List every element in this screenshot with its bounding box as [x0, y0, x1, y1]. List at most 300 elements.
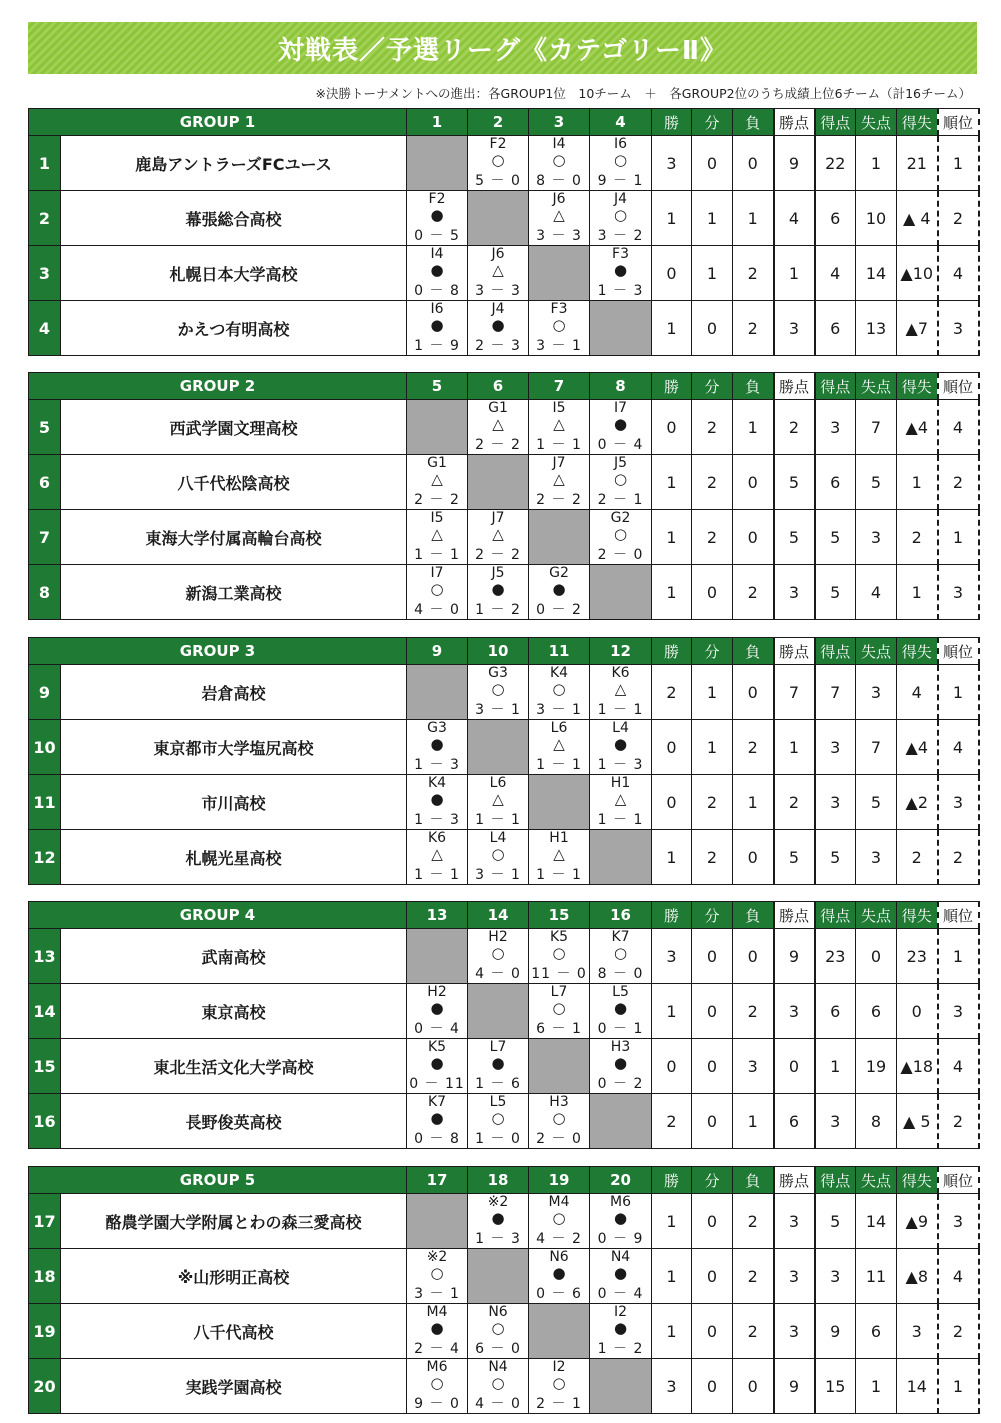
goal-difference-cell: ▲18: [897, 1039, 938, 1094]
goal-difference-cell: 2: [897, 830, 938, 885]
match-result-cell: [590, 720, 652, 775]
goals-against-cell: 5: [856, 455, 897, 510]
match-score: 2 － 2: [475, 437, 521, 453]
team-name: 西武学園文理高校: [61, 400, 407, 455]
goal-difference-cell: ▲4: [897, 400, 938, 455]
wins-cell: 1: [652, 1304, 692, 1359]
team-number: 17: [29, 1194, 61, 1249]
result-mark: ●: [613, 415, 628, 433]
goal-difference-cell: 21: [897, 136, 938, 191]
match-score: 0 － 2: [536, 602, 582, 618]
match-result-cell: [529, 565, 590, 620]
self-match-cell: [590, 301, 652, 356]
draws-cell: 0: [692, 1039, 733, 1094]
group-header-row: [29, 638, 979, 665]
stat-header: 得点: [815, 638, 856, 665]
match-score: 2 － 2: [475, 547, 521, 563]
team-number: 11: [29, 775, 61, 830]
losses-cell: 0: [733, 929, 774, 984]
losses-cell: 0: [733, 136, 774, 191]
points-cell: 5: [774, 830, 815, 885]
match-result-cell: [529, 136, 590, 191]
match-score: 0 － 5: [414, 228, 460, 244]
match-score: 3 － 3: [475, 283, 521, 299]
result-mark: ●: [613, 1054, 628, 1072]
match-score: 6 － 0: [475, 1341, 521, 1357]
team-name: 八千代松陰高校: [61, 455, 407, 510]
match-score: 2 － 1: [536, 1396, 582, 1412]
result-mark: ○: [430, 580, 444, 598]
match-score: 3 － 1: [475, 702, 521, 718]
match-score: 4 － 0: [475, 1396, 521, 1412]
result-mark: ○: [552, 316, 566, 334]
match-result-cell: [468, 246, 529, 301]
goal-difference-cell: ▲ 5: [897, 1094, 938, 1149]
team-number: 14: [29, 984, 61, 1039]
draws-cell: 1: [692, 191, 733, 246]
stat-header: 負: [733, 902, 774, 929]
match-code: K6: [611, 665, 630, 681]
goals-for-cell: 5: [815, 830, 856, 885]
draws-cell: 2: [692, 775, 733, 830]
match-code: G2: [549, 565, 569, 581]
self-match-cell: [529, 1039, 590, 1094]
matchup-column-header: 6: [468, 373, 529, 400]
result-mark: ●: [613, 1264, 628, 1282]
self-match-cell: [468, 1249, 529, 1304]
team-row: [29, 1304, 979, 1359]
wins-cell: 1: [652, 984, 692, 1039]
rank-cell: 4: [938, 400, 979, 455]
stat-header: 得失: [897, 902, 938, 929]
match-score: 0 － 11: [409, 1076, 465, 1092]
team-name: 実践学園高校: [61, 1359, 407, 1414]
goals-against-cell: 1: [856, 136, 897, 191]
self-match-cell: [407, 1194, 468, 1249]
match-code: K5: [549, 929, 569, 945]
self-match-cell: [590, 1094, 652, 1149]
rank-cell: 2: [938, 1304, 979, 1359]
team-number: 19: [29, 1304, 61, 1359]
goals-against-cell: 3: [856, 665, 897, 720]
matchup-column-header: 10: [468, 638, 529, 665]
goals-against-cell: 10: [856, 191, 897, 246]
stat-header: 勝: [652, 109, 692, 136]
stat-header: 勝点: [774, 638, 815, 665]
stat-header: 分: [692, 902, 733, 929]
goals-for-cell: 22: [815, 136, 856, 191]
result-mark: ●: [491, 1209, 505, 1227]
team-name: かえつ有明高校: [61, 301, 407, 356]
match-result-cell: [590, 929, 652, 984]
team-number: 5: [29, 400, 61, 455]
result-mark: ●: [430, 1054, 444, 1072]
result-mark: ○: [552, 944, 566, 962]
match-result-cell: [407, 1094, 468, 1149]
team-row: [29, 1194, 979, 1249]
match-code: H2: [488, 929, 508, 945]
result-mark: ○: [491, 1109, 505, 1127]
team-row: [29, 455, 979, 510]
match-result-cell: [468, 565, 529, 620]
team-number: 16: [29, 1094, 61, 1149]
goals-against-cell: 7: [856, 400, 897, 455]
rank-cell: 4: [938, 1039, 979, 1094]
team-row: [29, 1094, 979, 1149]
stat-header: 分: [692, 1167, 733, 1194]
match-code: L7: [489, 1039, 507, 1055]
match-result-cell: [590, 665, 652, 720]
goals-for-cell: 3: [815, 720, 856, 775]
draws-cell: 0: [692, 301, 733, 356]
goals-for-cell: 5: [815, 1194, 856, 1249]
match-result-cell: [529, 830, 590, 885]
self-match-cell: [529, 510, 590, 565]
match-code: ※2: [487, 1194, 509, 1210]
match-result-cell: [590, 775, 652, 830]
stat-header: 勝点: [774, 1167, 815, 1194]
match-code: K7: [611, 929, 630, 945]
self-match-cell: [529, 246, 590, 301]
matchup-column-header: 11: [529, 638, 590, 665]
match-code: I4: [430, 246, 444, 262]
team-name: ※山形明正高校: [61, 1249, 407, 1304]
match-code: L5: [612, 984, 629, 1000]
match-score: 3 － 1: [536, 338, 582, 354]
stat-header: 得失: [897, 109, 938, 136]
goals-for-cell: 6: [815, 301, 856, 356]
self-match-cell: [529, 775, 590, 830]
matchup-column-header: 8: [590, 373, 652, 400]
goals-for-cell: 15: [815, 1359, 856, 1414]
match-result-cell: [407, 1249, 468, 1304]
match-result-cell: [468, 929, 529, 984]
match-score: 8 － 0: [597, 966, 644, 982]
points-cell: 3: [774, 1194, 815, 1249]
team-row: [29, 984, 979, 1039]
wins-cell: 2: [652, 1094, 692, 1149]
result-mark: ●: [430, 790, 444, 808]
losses-cell: 0: [733, 1359, 774, 1414]
team-row: [29, 136, 979, 191]
match-score: 0 － 4: [414, 1021, 460, 1037]
match-code: I6: [613, 136, 628, 152]
team-name: 東京都市大学塩尻高校: [61, 720, 407, 775]
match-score: 0 － 1: [597, 1021, 644, 1037]
goal-difference-cell: 1: [897, 565, 938, 620]
rank-cell: 1: [938, 136, 979, 191]
match-score: 0 － 8: [414, 1131, 460, 1147]
losses-cell: 1: [733, 400, 774, 455]
rank-cell: 3: [938, 775, 979, 830]
points-cell: 0: [774, 1039, 815, 1094]
stat-header: 失点: [856, 109, 897, 136]
team-row: [29, 1039, 979, 1094]
result-mark: △: [492, 415, 504, 433]
match-result-cell: [590, 246, 652, 301]
match-code: K6: [427, 830, 447, 846]
team-row: [29, 1359, 979, 1414]
match-code: I7: [613, 400, 628, 416]
result-mark: ○: [430, 1374, 444, 1392]
goal-difference-cell: 3: [897, 1304, 938, 1359]
match-code: J4: [491, 301, 505, 317]
team-row: [29, 246, 979, 301]
result-mark: △: [553, 206, 565, 224]
team-number: 20: [29, 1359, 61, 1414]
self-match-cell: [468, 191, 529, 246]
rank-cell: 1: [938, 1359, 979, 1414]
self-match-cell: [468, 720, 529, 775]
match-code: M4: [548, 1194, 570, 1210]
losses-cell: 2: [733, 1249, 774, 1304]
match-result-cell: [407, 720, 468, 775]
goals-for-cell: 3: [815, 1249, 856, 1304]
goals-for-cell: 23: [815, 929, 856, 984]
match-score: 0 － 8: [414, 283, 460, 299]
goals-for-cell: 9: [815, 1304, 856, 1359]
team-name: 東海大学付属高輪台高校: [61, 510, 407, 565]
goals-against-cell: 11: [856, 1249, 897, 1304]
draws-cell: 0: [692, 1304, 733, 1359]
match-code: J6: [491, 246, 505, 262]
match-score: 0 － 6: [536, 1286, 582, 1302]
wins-cell: 0: [652, 400, 692, 455]
goals-for-cell: 1: [815, 1039, 856, 1094]
match-score: 3 － 1: [414, 1286, 460, 1302]
wins-cell: 0: [652, 246, 692, 301]
match-code: L6: [489, 775, 507, 791]
draws-cell: 2: [692, 455, 733, 510]
wins-cell: 3: [652, 136, 692, 191]
group-header-row: [29, 373, 979, 400]
match-code: I7: [430, 565, 444, 581]
points-cell: 3: [774, 1249, 815, 1304]
match-result-cell: [468, 1194, 529, 1249]
match-score: 2 － 2: [414, 492, 460, 508]
goal-difference-cell: 14: [897, 1359, 938, 1414]
match-score: 1 － 2: [597, 1341, 644, 1357]
wins-cell: 2: [652, 665, 692, 720]
matchup-column-header: 4: [590, 109, 652, 136]
losses-cell: 2: [733, 720, 774, 775]
self-match-cell: [590, 830, 652, 885]
stat-header: 勝: [652, 373, 692, 400]
match-code: N4: [488, 1359, 508, 1375]
match-code: I5: [430, 510, 444, 526]
group-table: [28, 108, 980, 356]
self-match-cell: [407, 665, 468, 720]
match-score: 1 － 1: [414, 547, 460, 563]
match-result-cell: [468, 400, 529, 455]
match-code: G2: [610, 510, 631, 526]
result-mark: ○: [552, 1209, 566, 1227]
match-result-cell: [468, 775, 529, 830]
result-mark: ○: [613, 151, 628, 169]
losses-cell: 0: [733, 455, 774, 510]
group-table: [28, 1166, 980, 1414]
wins-cell: 3: [652, 1359, 692, 1414]
team-number: 1: [29, 136, 61, 191]
match-result-cell: [590, 400, 652, 455]
wins-cell: 1: [652, 1249, 692, 1304]
result-mark: ○: [613, 525, 628, 543]
result-mark: ●: [613, 999, 628, 1017]
team-number: 4: [29, 301, 61, 356]
losses-cell: 2: [733, 246, 774, 301]
result-mark: ○: [491, 1374, 505, 1392]
stat-header: 得失: [897, 1167, 938, 1194]
result-mark: ●: [491, 580, 505, 598]
match-score: 3 － 1: [536, 702, 582, 718]
points-cell: 3: [774, 301, 815, 356]
match-result-cell: [590, 984, 652, 1039]
match-result-cell: [407, 246, 468, 301]
match-code: K4: [427, 775, 447, 791]
losses-cell: 1: [733, 1094, 774, 1149]
match-score: 9 － 1: [597, 173, 644, 189]
match-score: 1 － 1: [536, 867, 582, 883]
matchup-column-header: 9: [407, 638, 468, 665]
result-mark: ●: [613, 1319, 628, 1337]
team-number: 7: [29, 510, 61, 565]
match-code: I2: [613, 1304, 628, 1320]
match-score: 1 － 1: [475, 812, 521, 828]
match-result-cell: [407, 565, 468, 620]
rank-cell: 3: [938, 565, 979, 620]
stat-header: 勝: [652, 1167, 692, 1194]
match-result-cell: [468, 1359, 529, 1414]
match-code: H3: [610, 1039, 631, 1055]
result-mark: ○: [491, 1319, 505, 1337]
match-score: 8 － 0: [536, 173, 582, 189]
losses-cell: 1: [733, 775, 774, 830]
goal-difference-cell: ▲8: [897, 1249, 938, 1304]
matchup-column-header: 13: [407, 902, 468, 929]
match-code: G3: [427, 720, 447, 736]
group-name: GROUP 5: [29, 1167, 407, 1194]
result-mark: ●: [430, 261, 444, 279]
result-mark: ●: [491, 316, 505, 334]
team-number: 8: [29, 565, 61, 620]
group-name: GROUP 2: [29, 373, 407, 400]
goals-against-cell: 19: [856, 1039, 897, 1094]
goals-for-cell: 4: [815, 246, 856, 301]
goals-for-cell: 3: [815, 775, 856, 830]
match-result-cell: [468, 665, 529, 720]
result-mark: ○: [491, 680, 505, 698]
result-mark: △: [614, 790, 627, 808]
match-code: G1: [488, 400, 508, 416]
match-score: 1 － 1: [536, 437, 582, 453]
match-code: L5: [489, 1094, 507, 1110]
self-match-cell: [468, 455, 529, 510]
match-result-cell: [407, 455, 468, 510]
goals-for-cell: 5: [815, 565, 856, 620]
match-result-cell: [468, 830, 529, 885]
match-result-cell: [407, 830, 468, 885]
losses-cell: 2: [733, 984, 774, 1039]
result-mark: ●: [491, 1054, 505, 1072]
match-code: J5: [491, 565, 505, 581]
stat-header: 勝点: [774, 902, 815, 929]
self-match-cell: [407, 929, 468, 984]
match-score: 1 － 0: [475, 1131, 521, 1147]
match-code: K7: [427, 1094, 447, 1110]
losses-cell: 2: [733, 301, 774, 356]
group-name: GROUP 4: [29, 902, 407, 929]
result-mark: ○: [552, 1109, 566, 1127]
matchup-column-header: 20: [590, 1167, 652, 1194]
goal-difference-cell: 23: [897, 929, 938, 984]
match-score: 1 － 3: [597, 283, 644, 299]
match-code: J6: [552, 191, 566, 207]
losses-cell: 2: [733, 565, 774, 620]
goals-for-cell: 3: [815, 400, 856, 455]
match-score: 3 － 2: [597, 228, 644, 244]
match-result-cell: [590, 191, 652, 246]
match-code: K4: [549, 665, 569, 681]
losses-cell: 0: [733, 510, 774, 565]
match-code: N6: [488, 1304, 508, 1320]
team-name: 市川高校: [61, 775, 407, 830]
rank-cell: 1: [938, 510, 979, 565]
points-cell: 5: [774, 510, 815, 565]
match-result-cell: [529, 455, 590, 510]
goals-against-cell: 6: [856, 984, 897, 1039]
matchup-column-header: 3: [529, 109, 590, 136]
team-name: 長野俊英高校: [61, 1094, 407, 1149]
match-result-cell: [529, 1359, 590, 1414]
team-row: [29, 1249, 979, 1304]
match-code: F3: [550, 301, 568, 317]
matchup-column-header: 14: [468, 902, 529, 929]
goals-against-cell: 4: [856, 565, 897, 620]
team-name: 札幌日本大学高校: [61, 246, 407, 301]
result-mark: △: [492, 525, 504, 543]
stat-header: 負: [733, 373, 774, 400]
result-mark: ○: [491, 944, 505, 962]
result-mark: ○: [430, 1264, 444, 1282]
match-result-cell: [590, 1039, 652, 1094]
match-score: 3 － 3: [536, 228, 582, 244]
points-cell: 1: [774, 720, 815, 775]
goals-for-cell: 6: [815, 455, 856, 510]
result-mark: △: [553, 470, 565, 488]
self-match-cell: [590, 565, 652, 620]
matchup-column-header: 17: [407, 1167, 468, 1194]
match-result-cell: [407, 1359, 468, 1414]
result-mark: ●: [613, 261, 628, 279]
stat-header: 失点: [856, 1167, 897, 1194]
result-mark: △: [492, 261, 504, 279]
stat-header: 負: [733, 638, 774, 665]
losses-cell: 2: [733, 1304, 774, 1359]
draws-cell: 1: [692, 720, 733, 775]
match-score: 1 － 9: [414, 338, 460, 354]
match-result-cell: [407, 1304, 468, 1359]
match-score: 4 － 0: [414, 602, 460, 618]
wins-cell: 1: [652, 455, 692, 510]
goal-difference-cell: ▲7: [897, 301, 938, 356]
matchup-column-header: 12: [590, 638, 652, 665]
rank-cell: 2: [938, 191, 979, 246]
draws-cell: 0: [692, 565, 733, 620]
team-name: 東北生活文化大学高校: [61, 1039, 407, 1094]
goals-against-cell: 3: [856, 830, 897, 885]
match-result-cell: [529, 984, 590, 1039]
match-result-cell: [468, 1039, 529, 1094]
